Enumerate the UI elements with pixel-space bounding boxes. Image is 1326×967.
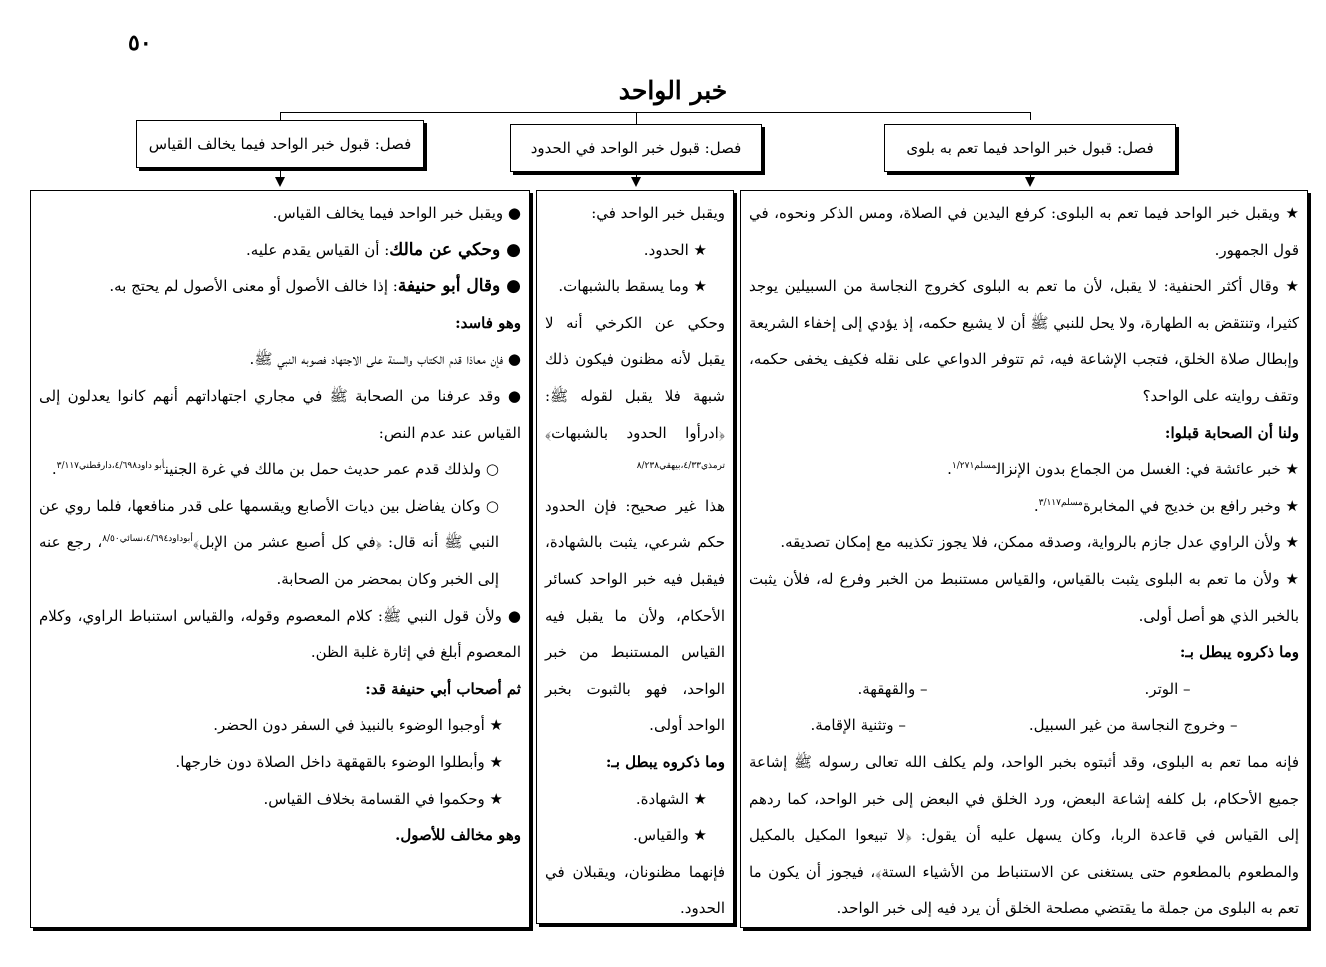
middle-para-6: وما ذكروه يبطل بـ: [605, 752, 725, 771]
right-list-row-2 [749, 707, 1299, 744]
right-ref-2: مسلم٣/١١٧ [1038, 497, 1083, 508]
left-para-2-lead: ● وحكي عن مالك [389, 239, 521, 260]
arrow-right-icon [1025, 177, 1035, 187]
left-para-13: ★ وحكموا في القسامة بخلاف القياس. [263, 789, 503, 808]
right-ref-1: مسلم١/٢٧١ [951, 461, 997, 472]
left-para-6: ● وقد عرفنا من الصحابة ﷺ في مجاري اجتهاداتهم أنهم كانوا يعدلون إلى القياس عند عدم النص: [39, 386, 521, 442]
middle-para-9: فإنهما مظنونان، ويقبلان في الحدود. [545, 862, 725, 918]
right-list-item-4: – وتثنية الإقامة. [810, 716, 906, 735]
left-ref-1: أبو داود٤/٦٩٨،دارقطني٣/١١٧ [56, 461, 165, 472]
connector-right-drop [1030, 112, 1031, 120]
left-para-14: وهو مخالف للأصول. [395, 826, 521, 845]
right-list-row-1 [749, 671, 1299, 708]
left-para-3-text: : إذا خالف الأصول أو معنى الأصول لم يحتج به. [109, 277, 398, 296]
middle-para-7: ★ الشهادة. [635, 789, 707, 808]
right-para-1: ★ ويقبل خبر الواحد فيما تعم به البلوى: كرفع اليدين في الصلاة، ومس الذكر ونحوه، في قول الجمهور. [749, 204, 1299, 259]
left-para-8-text: ○ وكان يفاضل بين ديات الأصابع ويقسمها على قدر منافعها، فلما روي عن النبي ﷺ أنه قال: ﴿في كل أصبع عشر من الإبل﴾ [39, 496, 499, 552]
column-left [30, 190, 530, 928]
right-para-6: ★ ولأن الراوي عدل جازم بالرواية، وصدقه ممكن، فلا يجوز تكذيبه مع إمكان تصديقه. [780, 533, 1299, 552]
left-para-11: ★ أوجبوا الوضوء بالنبيذ في السفر دون الحضر. [213, 716, 503, 735]
left-para-3-lead: ● وقال أبو حنيفة [397, 276, 521, 297]
right-para-4: ★ خبر عائشة في: الغسل من الجماع بدون الإنزال$^{مسلم١/٢٧١}$. [947, 460, 1299, 479]
middle-para-8: ★ والقياس. [633, 826, 707, 845]
left-para-2-text: : أن القياس يقدم عليه. [246, 240, 390, 259]
connector-left-drop [280, 112, 281, 120]
right-list-item-3: – وخروج النجاسة من غير السبيل. [1028, 716, 1238, 735]
right-para-9: فإنه مما تعم به البلوى، وقد أثبتوه بخبر الواحد، ولم يكلف الله تعالى رسوله ﷺ إشاعة جميع الأحكام، بل كلفه إشاعة البعض، ورد الخلق في البعض إلى خبر الواحد، كما ردهم إلى القياس في قاعدة الربا، وكان يسهل عليه أن يقول: ﴿لا تبيعوا المكيل بالمكيل والمطعوم بالمطعوم حتى يستغنى عن الاستنباط من الأشياء الستة﴾، فيجوز أن يكون ما تعم به البلوى من جملة ما يقتضي مصلحة الخلق أن يرد فيه إلى خبر الواحد. [749, 752, 1299, 918]
right-para-3: ولنا أن الصحابة قبلوا: [1164, 423, 1299, 442]
header-right: فصل: قبول خبر الواحد فيما تعم به بلوى [884, 124, 1176, 172]
left-para-8 [39, 488, 521, 598]
middle-para-4 [545, 305, 725, 488]
left-para-1: ● ويقبل خبر الواحد فيما يخالف القياس. [272, 204, 521, 222]
left-para-10: ثم أصحاب أبي حنيفة قد: [365, 679, 521, 698]
left-para-2 [39, 232, 521, 269]
right-para-2: ★ وقال أكثر الحنفية: لا يقبل، لأن ما تعم به البلوى كخروج النجاسة من السبيلين يوجد كثيرا، وتنتقض به الطهارة، ولا يحل للنبي ﷺ أن لا يشيع حكمه، إذ يؤدي إلى إخفاء الشريعة وإبطال صلاة الخلق، فتجب الإشاعة فيه، ثم تتوفر الدواعي على نقله فكيف يخفى حكمه، وتقف روايته على الواحد؟ [749, 277, 1299, 405]
left-para-9: ● ولأن قول النبي ﷺ: كلام المعصوم وقوله، والقياس استنباط الراوي، وكلام المعصوم أبلغ في إثارة غلبة الظن. [39, 606, 521, 662]
right-para-4-text: ★ خبر عائشة في: الغسل من الجماع بدون الإنزال [996, 460, 1299, 479]
right-list-item-1: – الوتر. [1144, 679, 1191, 698]
header-left: فصل: قبول خبر الواحد فيما يخالف القياس [136, 120, 424, 168]
page-title: خبر الواحد [618, 76, 728, 105]
connector-top [280, 112, 1030, 113]
middle-para-3: ★ وما يسقط بالشبهات. [558, 277, 707, 296]
arrow-left-icon [275, 177, 285, 187]
right-para-5-text: ★ وخبر رافع بن خديج في المخابرة [1082, 496, 1299, 515]
connector-middle-drop [636, 112, 637, 124]
page-number: ٥٠ [128, 30, 152, 56]
left-para-3 [39, 268, 521, 305]
right-para-8: وما ذكروه يبطل بـ: [1179, 643, 1299, 662]
left-para-5: ● فإن معاذا قدم الكتاب والسنة على الاجتهاد فصوبه النبي ﷺ. [249, 350, 521, 369]
left-para-7-text: ○ ولذلك قدم عمر حديث حمل بن مالك في غرة الجنين [164, 460, 499, 479]
column-middle [536, 190, 734, 924]
left-ref-2: أبوداود٤/٦٩٤،نسائي٨/٥٠ [102, 534, 193, 545]
header-middle: فصل: قبول خبر الواحد في الحدود [510, 124, 762, 172]
middle-ref-1: ترمذي٤/٣٣،بيهقي٨/٢٣٨ [636, 461, 725, 472]
right-para-5: ★ وخبر رافع بن خديج في المخابرة$^{مسلم٣/١١٧}$. [1033, 496, 1299, 515]
middle-para-1: ويقبل خبر الواحد في: [591, 204, 725, 222]
arrow-middle-icon [631, 177, 641, 187]
right-list-item-2: – والقهقهة. [857, 679, 928, 698]
middle-para-4-text: وحكي عن الكرخي أنه لا يقبل لأنه مظنون فيكون ذلك شبهة فلا يقبل لقوله ﷺ: ﴿ادرأوا الحدود بالشبهات﴾ [545, 313, 725, 442]
left-para-12: ★ وأبطلوا الوضوء بالقهقهة داخل الصلاة دون خارجها. [175, 752, 503, 771]
middle-para-5: هذا غير صحيح: فإن الحدود حكم شرعي، يثبت بالشهادة، فيقبل فيه خبر الواحد كسائر الأحكام، ولأن ما يقبل فيه القياس المستنبط من خبر الواحد، فهو بالثبوت بخبر الواحد أولى. [545, 496, 725, 735]
left-para-8-tail: ، رجع عنه إلى الخبر وكان بمحضر من الصحابة. [39, 533, 499, 588]
left-para-7: ○ ولذلك قدم عمر حديث حمل بن مالك في غرة الجنين$^{أبو داود٤/٦٩٨،دارقطني٣/١١٧}$. [51, 460, 499, 479]
right-para-7: ★ ولأن ما تعم به البلوى يثبت بالقياس، والقياس مستنبط من الخبر وفرع له، فلأن يثبت بالخبر الذي هو أصل أولى. [749, 569, 1299, 625]
middle-para-2: ★ الحدود. [643, 240, 707, 259]
column-right [740, 190, 1308, 928]
left-para-4: وهو فاسد: [455, 313, 521, 332]
